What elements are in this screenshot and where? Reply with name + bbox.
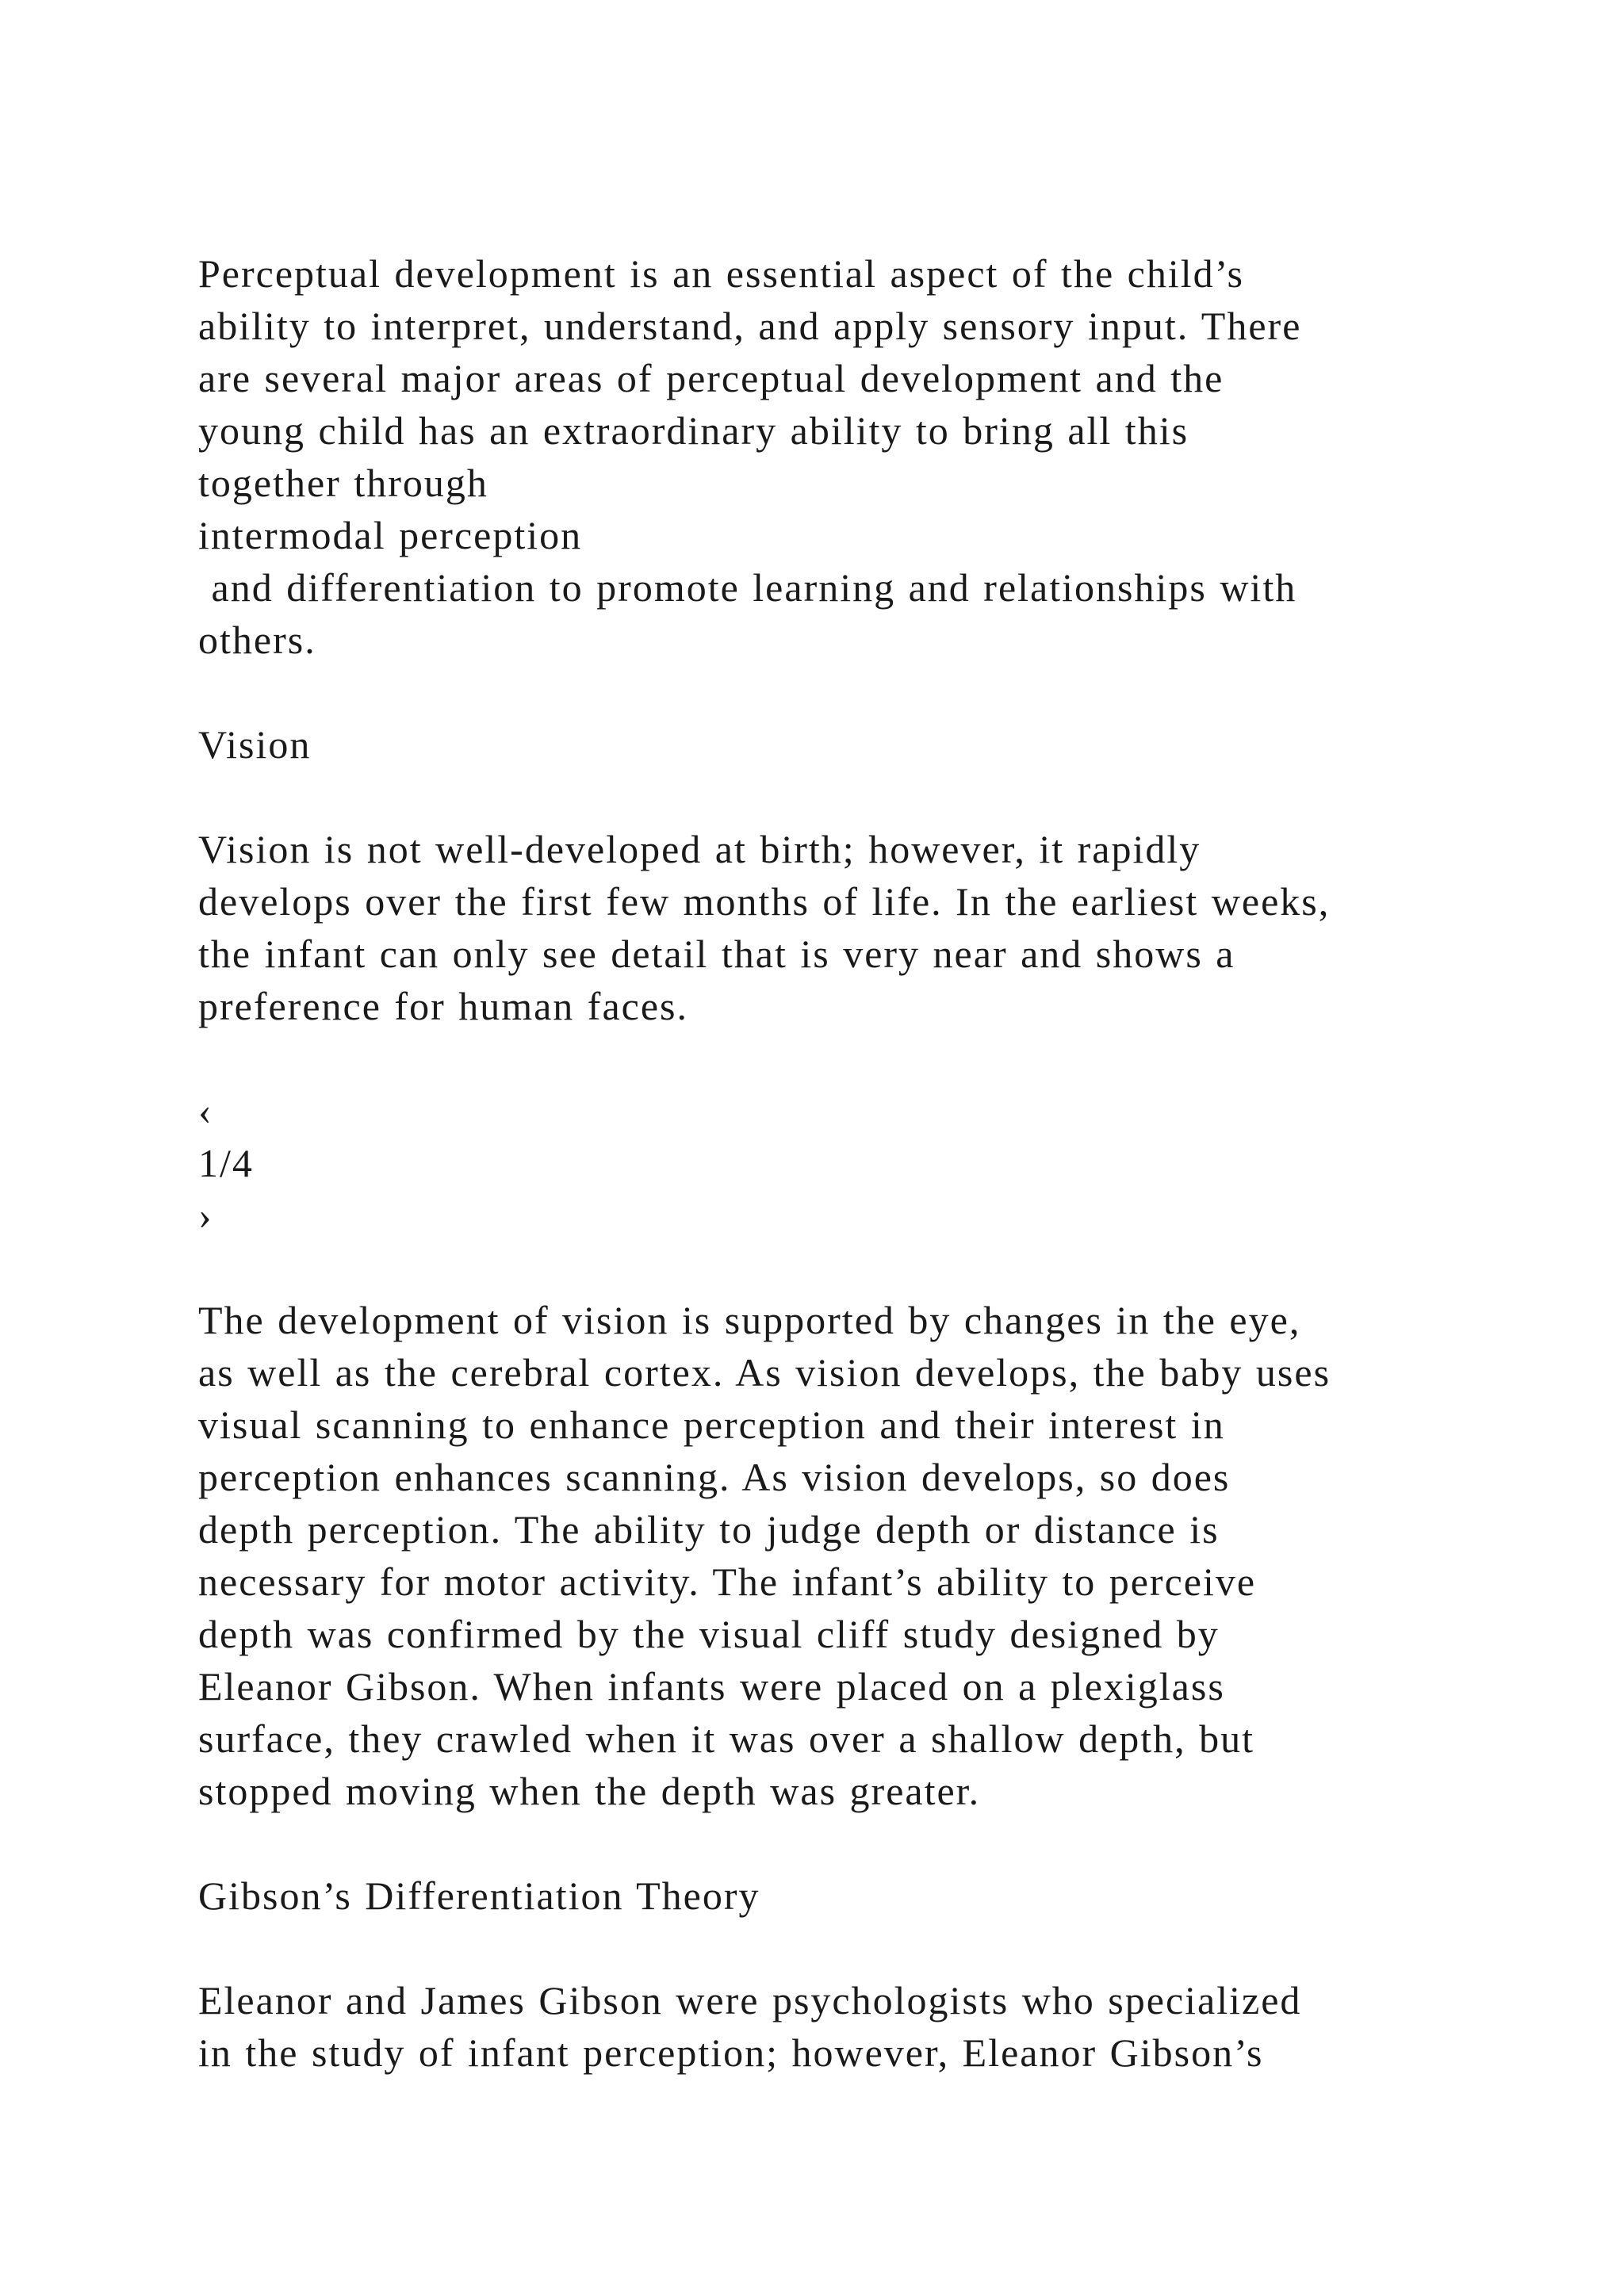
text-line: intermodal perception (198, 513, 583, 557)
text-line: and differentiation to promote learning and relationships with (198, 565, 1297, 610)
intro-paragraph (198, 247, 1499, 666)
text-line: Eleanor Gibson. When infants were placed on a plexiglass (198, 1664, 1225, 1709)
text-line: young child has an extraordinary ability to bring all this (198, 408, 1189, 453)
text-line: ability to interpret, understand, and apply sensory input. There (198, 304, 1302, 348)
text-line: depth perception. The ability to judge depth or distance is (198, 1507, 1220, 1552)
vision-development-paragraph (198, 1294, 1499, 1817)
text-line: Eleanor and James Gibson were psychologists who specialized (198, 1978, 1302, 2022)
text-line: together through (198, 461, 488, 505)
text-line: preference for human faces. (198, 984, 688, 1028)
text-line: depth was confirmed by the visual cliff study designed by (198, 1612, 1220, 1656)
text-line: necessary for motor activity. The infant’s ability to perceive (198, 1559, 1257, 1604)
carousel-next-button[interactable]: › (198, 1193, 213, 1238)
spacer (198, 666, 1499, 718)
gibson-paragraph (198, 1974, 1499, 2079)
text-line: The development of vision is supported by changes in the eye, (198, 1298, 1301, 1342)
text-line: as well as the cerebral cortex. As vision develops, the baby uses (198, 1350, 1331, 1395)
spacer (198, 771, 1499, 823)
text-line: Perceptual development is an essential aspect of the child’s (198, 251, 1244, 296)
text-line: stopped moving when the depth was greater. (198, 1769, 981, 1813)
vision-paragraph (198, 823, 1499, 1032)
text-line: visual scanning to enhance perception and their interest in (198, 1402, 1225, 1447)
carousel-prev-button[interactable]: ‹ (198, 1089, 213, 1133)
section-heading-vision: Vision (198, 722, 312, 767)
text-line: the infant can only see detail that is very near and shows a (198, 932, 1235, 976)
spacer (198, 1032, 1499, 1085)
carousel-counter: 1/4 (198, 1141, 254, 1185)
text-line: develops over the first few months of life. In the earliest weeks, (198, 879, 1331, 924)
carousel-controls (198, 1085, 1499, 1242)
text-line: others. (198, 618, 316, 662)
spacer (198, 1817, 1499, 1869)
text-line: Vision is not well-developed at birth; however, it rapidly (198, 827, 1201, 871)
text-line: in the study of infant perception; however, Eleanor Gibson’s (198, 2030, 1264, 2075)
document-body (198, 247, 1499, 2079)
spacer (198, 1242, 1499, 1294)
text-line: are several major areas of perceptual development and the (198, 356, 1224, 400)
spacer (198, 1922, 1499, 1974)
text-line: perception enhances scanning. As vision develops, so does (198, 1455, 1231, 1499)
section-heading-gibson: Gibson’s Differentiation Theory (198, 1873, 760, 1918)
text-line: surface, they crawled when it was over a shallow depth, but (198, 1716, 1255, 1761)
